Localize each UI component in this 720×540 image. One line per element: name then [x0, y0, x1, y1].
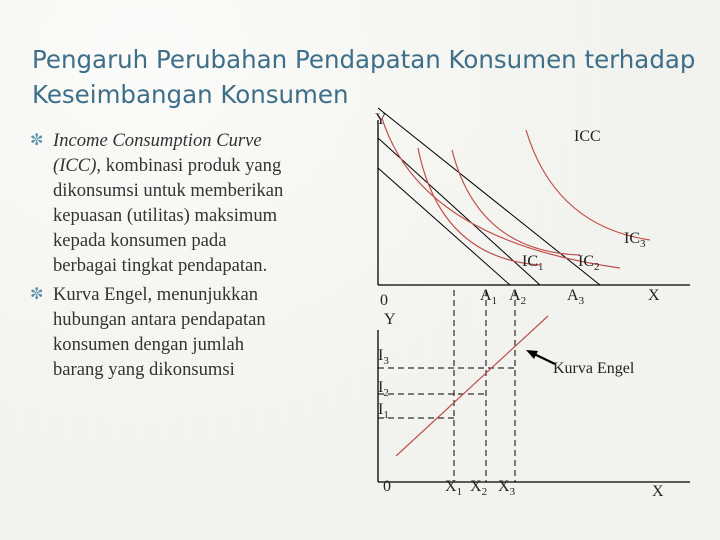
bullet-marker-icon: ✼	[30, 286, 44, 303]
i2-label: $I_2$	[378, 379, 389, 399]
title-line-2: Keseimbangan Konsumen	[32, 80, 349, 109]
bullet-line: Kurva Engel, menunjukkan	[53, 284, 258, 305]
bullet-line: konsumen dengan jumlah	[53, 334, 245, 355]
i3-label: $I_3$	[378, 347, 389, 367]
bottom-x-axis-label: X	[652, 483, 664, 500]
bullet-line: hubungan antara pendapatan	[53, 309, 266, 330]
bottom-origin-label: 0	[383, 478, 391, 495]
ic1-label: $IC_1$	[522, 253, 544, 273]
point-a1-label: $A_1$	[480, 287, 498, 307]
bottom-graph	[378, 290, 690, 500]
bottom-y-axis-label: Y	[384, 311, 396, 328]
point-a2-label: $A_2$	[509, 287, 527, 307]
engel-curve-label: Kurva Engel	[553, 360, 635, 377]
x3-label: $X_3$	[498, 478, 516, 498]
top-x-axis-label: X	[648, 287, 660, 304]
budget-line-1	[378, 168, 510, 285]
bullet-line: barang yang dikonsumsi	[53, 359, 235, 380]
ic3-label: $IC_3$	[624, 230, 646, 250]
point-a3-label: $A_3$	[567, 287, 585, 307]
bullet-line: berbagai tingkat pendapatan.	[53, 255, 268, 276]
x1-label: $X_1$	[445, 478, 463, 498]
bullet-line: kepuasan (utilitas) maksimum	[53, 205, 278, 226]
ic2-curve	[452, 150, 580, 255]
bullet-line: Income Consumption Curve	[53, 130, 262, 151]
i1-label: $I_1$	[378, 401, 389, 421]
ic3-curve	[526, 130, 650, 240]
arrow-head-icon	[526, 350, 538, 359]
bullet-line: dikonsumsi untuk memberikan	[53, 180, 284, 201]
x2-label: $X_2$	[470, 478, 488, 498]
bullet-marker-icon: ✼	[30, 132, 44, 149]
bullet-line: kepada konsumen pada	[53, 230, 227, 251]
top-origin-label: 0	[380, 292, 388, 309]
ic1-curve	[418, 148, 540, 265]
title-line-1: Pengaruh Perubahan Pendapatan Konsumen terhadap	[32, 45, 696, 74]
ic2-label: $IC_2$	[578, 253, 600, 273]
engel-curve	[396, 316, 548, 456]
bullet-line: (ICC), kombinasi produk yang	[53, 155, 282, 176]
top-y-axis-label: Y	[375, 111, 387, 128]
icc-label: ICC	[574, 128, 601, 145]
top-graph	[375, 108, 690, 309]
